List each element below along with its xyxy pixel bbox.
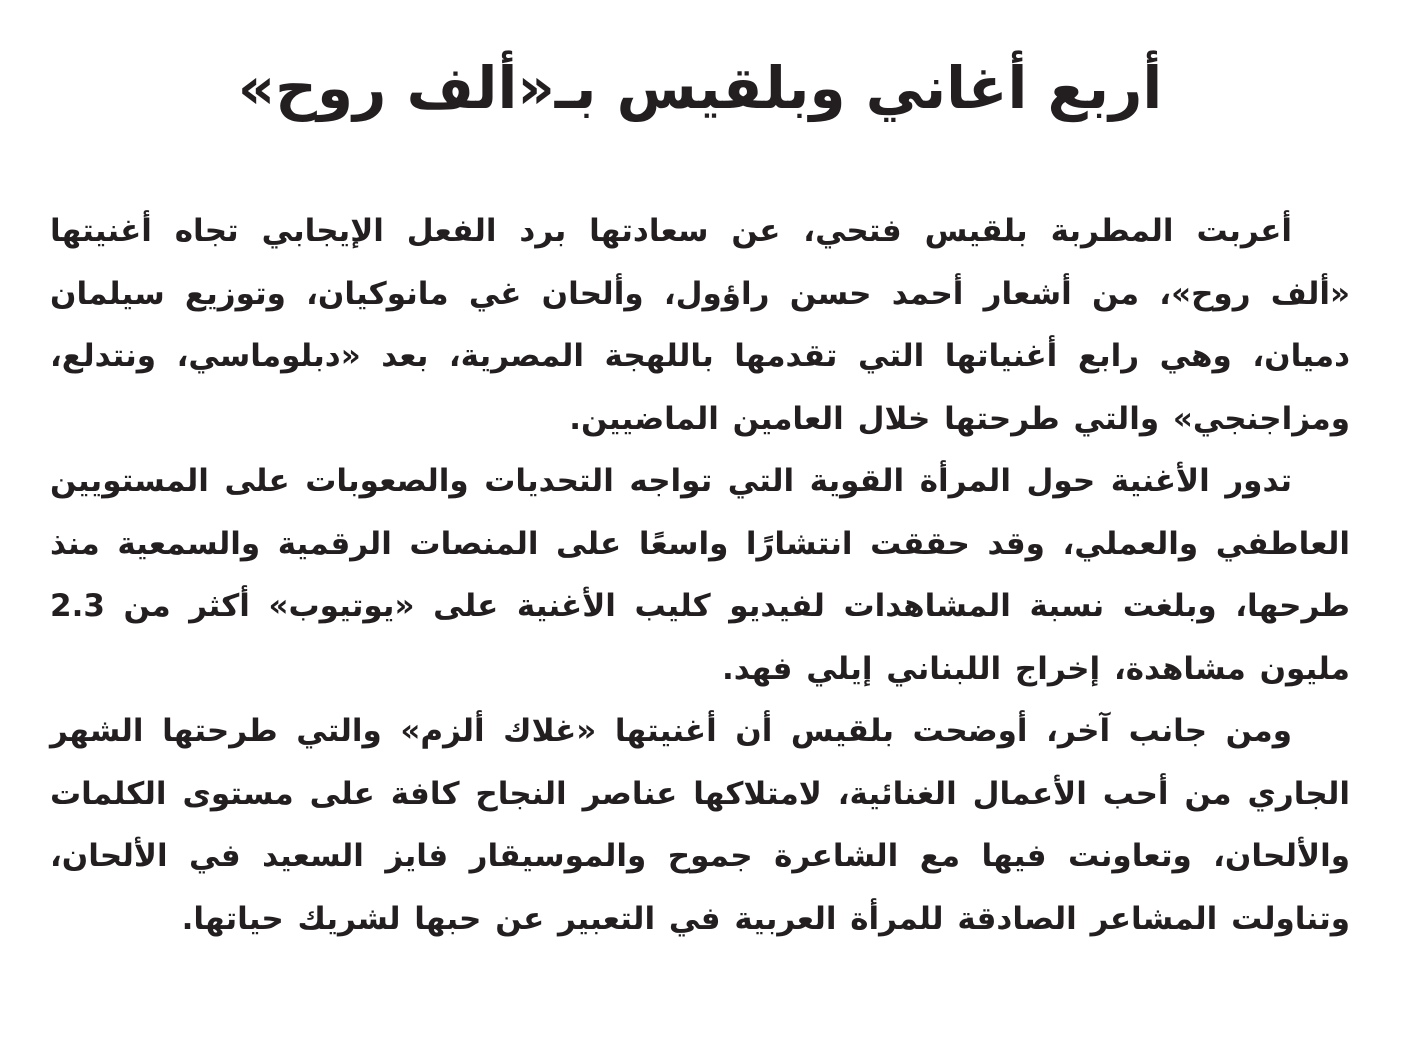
article-paragraph: تدور الأغنية حول المرأة القوية التي تواجه التحديات والصعوبات على المستويين العاطفي والعملي، وقد حققت انتشارًا واسعًا على المنصات الرقمية والسمعية منذ طرحها، وبلغت نسبة المشاهدات لفيديو كليب الأغنية على «يوتيوب» أكثر من 2.3 مليون مشاهدة، إخراج اللبناني إيلي فهد. [50, 463, 1350, 687]
article-paragraph: أعربت المطربة بلقيس فتحي، عن سعادتها برد الفعل الإيجابي تجاه أغنيتها «ألف روح»، من أشعار أحمد حسن راؤول، وألحان غي مانوكيان، وتوزيع سيلمان دميان، وهي رابع أغنياتها التي تقدمها باللهجة المصرية، بعد «دبلوماسي، ونتدلع، ومزاجنجي» والتي طرحتها خلال العامين الماضيين. [50, 213, 1350, 437]
news-article [50, 40, 1350, 950]
article-paragraph: ومن جانب آخر، أوضحت بلقيس أن أغنيتها «غلاك ألزم» والتي طرحتها الشهر الجاري من أحب الأعمال الغنائية، لامتلاكها عناصر النجاح كافة على مستوى الكلمات والألحان، وتعاونت فيها مع الشاعرة جموح والموسيقار فايز السعيد في الألحان، وتناولت المشاعر الصادقة للمرأة العربية في التعبير عن حبها لشريك حياتها. [50, 713, 1350, 937]
article-headline: أربع أغاني وبلقيس بـ«ألف روح» [237, 54, 1163, 122]
